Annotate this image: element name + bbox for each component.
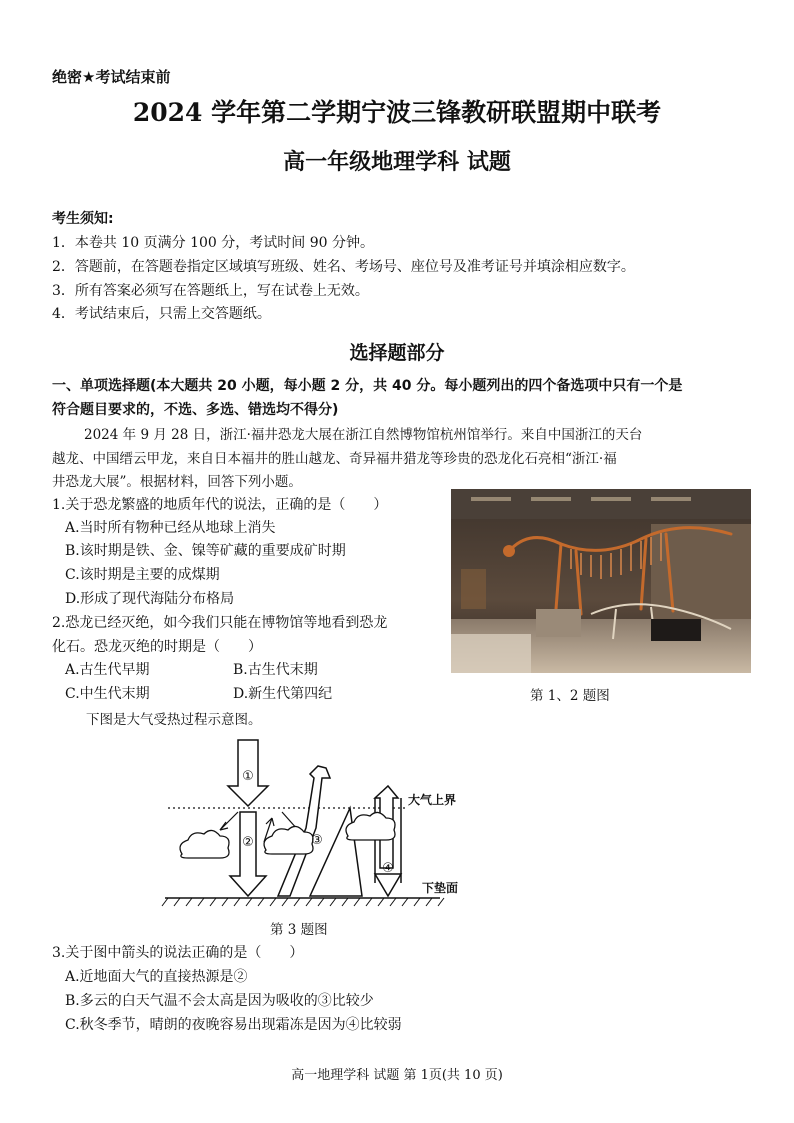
label-ground-surface: 下垫面 xyxy=(422,881,459,895)
figure-1-2-caption: 第 1、2 题图 xyxy=(530,688,610,704)
arrow-label-2: ② xyxy=(242,835,254,850)
q1-option-d: D.形成了现代海陆分布格局 xyxy=(65,591,235,607)
notice-item: 1．本卷共 10 页满分 100 分，考试时间 90 分钟。 xyxy=(52,235,374,251)
notice-heading: 考生须知: xyxy=(52,211,114,227)
passage-line: 井恐龙大展”。根据材料，回答下列小题。 xyxy=(52,474,302,490)
q2-option-a: A.古生代早期 xyxy=(65,662,150,678)
figure-3-caption: 第 3 题图 xyxy=(270,922,328,938)
arrow-label-4: ④ xyxy=(382,861,394,876)
notice-item: 2．答题前，在答题卷指定区域填写班级、姓名、考场号、座位号及准考证号并填涂相应数字。 xyxy=(52,259,635,275)
arrow-label-1: ① xyxy=(242,769,254,784)
part1-heading: 一、单项选择题(本大题共 20 小题，每小题 2 分，共 40 分。每小题列出的四个备选项中只有一个是 xyxy=(52,378,683,394)
q2-option-c: C.中生代末期 xyxy=(65,686,150,702)
q1-option-c: C.该时期是主要的成煤期 xyxy=(65,567,220,583)
dinosaur-exhibit-photo xyxy=(451,489,751,673)
question-1-stem: 1.关于恐龙繁盛的地质年代的说法，正确的是（ ） xyxy=(52,497,388,513)
diagram-intro: 下图是大气受热过程示意图。 xyxy=(86,712,262,728)
question-2-stem: 2.恐龙已经灭绝，如今我们只能在博物馆等地看到恐龙 xyxy=(52,615,388,631)
atmospheric-heating-diagram xyxy=(160,738,459,913)
exam-subtitle: 高一年级地理学科 试题 xyxy=(283,149,511,175)
q3-option-a: A.近地面大气的直接热源是② xyxy=(65,969,248,985)
q2-option-d: D.新生代第四纪 xyxy=(233,686,333,702)
q2-option-b: B.古生代末期 xyxy=(233,662,318,678)
arrow-label-3: ③ xyxy=(311,833,323,848)
passage-line: 2024 年 9 月 28 日，浙江·福井恐龙大展在浙江自然博物馆杭州馆举行。来自中国浙江的天台 xyxy=(84,427,643,443)
exam-title: 2024 学年第二学期宁波三锋教研联盟期中联考 xyxy=(132,98,662,127)
q3-option-c: C.秋冬季节，晴朗的夜晚容易出现霜冻是因为④比较弱 xyxy=(65,1017,402,1033)
section-title: 选择题部分 xyxy=(349,342,445,364)
question-3-stem: 3.关于图中箭头的说法正确的是（ ） xyxy=(52,945,304,961)
question-2-stem-cont: 化石。恐龙灭绝的时期是（ ） xyxy=(52,639,262,655)
q1-option-a: A.当时所有物种已经从地球上消失 xyxy=(65,520,276,536)
label-top-of-atmosphere: 大气上界 xyxy=(408,793,457,807)
q3-option-b: B.多云的白天气温不会太高是因为吸收的③比较少 xyxy=(65,993,374,1009)
part1-heading-cont: 符合题目要求的，不选、多选、错选均不得分) xyxy=(52,402,339,418)
page-footer: 高一地理学科 试题 第 1页(共 10 页) xyxy=(291,1068,503,1083)
q1-option-b: B.该时期是铁、金、镍等矿藏的重要成矿时期 xyxy=(65,543,346,559)
notice-item: 3．所有答案必须写在答题纸上，写在试卷上无效。 xyxy=(52,283,369,299)
confidential-label: 绝密★考试结束前 xyxy=(52,68,171,86)
passage-line: 越龙、中国缙云甲龙，来自日本福井的胜山越龙、奇异福井猎龙等珍贵的恐龙化石亮相“浙江·福 xyxy=(52,451,617,467)
notice-item: 4．考试结束后，只需上交答题纸。 xyxy=(52,306,271,322)
